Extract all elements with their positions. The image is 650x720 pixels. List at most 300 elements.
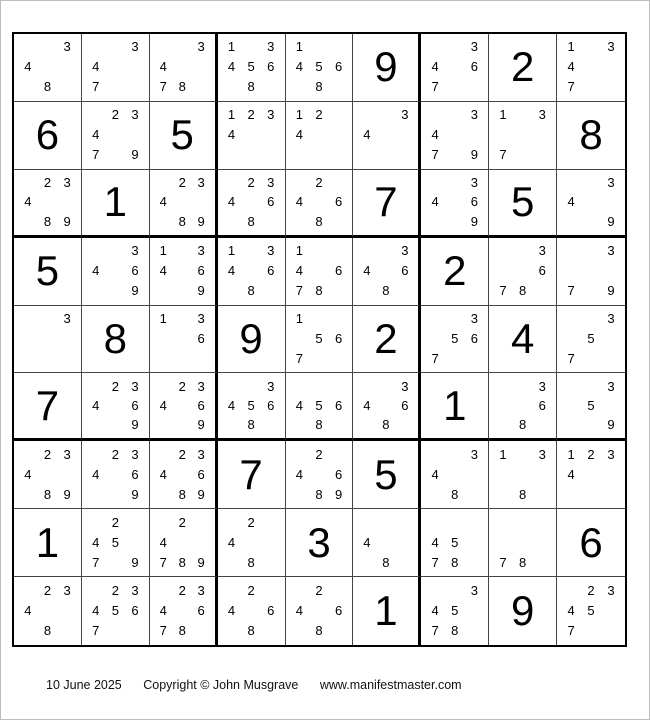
candidate-1 xyxy=(425,105,445,125)
candidate-grid xyxy=(86,37,145,97)
cell-r6c8[interactable] xyxy=(489,373,557,441)
candidate-9 xyxy=(329,348,349,368)
cell-r1c6[interactable] xyxy=(353,34,421,102)
cell-r3c8[interactable] xyxy=(489,170,557,238)
candidate-5 xyxy=(38,192,58,211)
cell-r9c6[interactable] xyxy=(353,577,421,645)
candidate-7 xyxy=(290,484,310,504)
candidate-3 xyxy=(329,444,349,464)
cell-value: 1 xyxy=(103,178,127,226)
candidate-2: 2 xyxy=(111,514,119,530)
candidate-8 xyxy=(445,145,465,165)
candidate-7: 7 xyxy=(431,147,439,163)
candidate-6: 6 xyxy=(197,466,205,482)
cell-r4c3[interactable] xyxy=(150,238,218,306)
candidate-3 xyxy=(329,376,349,395)
candidate-9 xyxy=(57,348,77,368)
candidate-1 xyxy=(561,376,581,395)
candidate-4: 4 xyxy=(92,127,100,143)
cell-r7c4[interactable] xyxy=(218,441,286,509)
candidate-7 xyxy=(290,77,310,97)
cell-r7c2[interactable] xyxy=(82,441,150,509)
candidate-3 xyxy=(329,309,349,329)
candidate-8: 8 xyxy=(382,417,390,433)
candidate-7: 7 xyxy=(499,283,507,299)
candidate-2 xyxy=(241,37,261,57)
cell-r8c8[interactable] xyxy=(489,509,557,577)
candidate-6: 6 xyxy=(401,263,409,279)
cell-r2c7[interactable] xyxy=(421,102,489,170)
candidate-7 xyxy=(222,145,242,165)
cell-r9c8[interactable] xyxy=(489,577,557,645)
cell-r4c5[interactable] xyxy=(286,238,354,306)
cell-r6c7[interactable] xyxy=(421,373,489,441)
candidate-2: 2 xyxy=(43,174,52,190)
cell-value: 8 xyxy=(579,111,603,159)
candidate-8 xyxy=(581,281,601,301)
candidate-grid xyxy=(357,105,414,165)
cell-r5c4[interactable] xyxy=(218,306,286,374)
candidate-8: 8 xyxy=(247,417,255,433)
candidate-4: 4 xyxy=(92,397,100,413)
candidate-8: 8 xyxy=(178,213,186,229)
candidate-9 xyxy=(261,77,281,97)
candidate-9 xyxy=(192,77,211,97)
cell-r5c7[interactable] xyxy=(421,306,489,374)
candidate-1 xyxy=(561,580,581,600)
candidate-8 xyxy=(241,145,261,165)
cell-r4c8[interactable] xyxy=(489,238,557,306)
candidate-8: 8 xyxy=(43,623,52,639)
candidate-4: 4 xyxy=(227,397,236,413)
candidate-9 xyxy=(261,145,281,165)
candidate-2 xyxy=(376,241,395,261)
candidate-7 xyxy=(18,211,38,230)
candidate-5 xyxy=(173,57,192,77)
candidate-7: 7 xyxy=(92,623,100,639)
candidate-2 xyxy=(241,241,261,261)
cell-r8c7[interactable] xyxy=(421,509,489,577)
cell-r8c4[interactable] xyxy=(218,509,286,577)
candidate-5: 5 xyxy=(247,59,255,75)
candidate-6 xyxy=(57,192,77,211)
cell-value: 3 xyxy=(307,518,331,566)
candidate-1: 1 xyxy=(499,446,507,462)
candidate-2 xyxy=(106,37,126,57)
cell-r9c1[interactable] xyxy=(14,577,82,645)
candidate-9 xyxy=(395,552,414,572)
candidate-3 xyxy=(395,512,414,532)
candidate-3: 3 xyxy=(197,174,205,190)
candidate-4: 4 xyxy=(295,127,303,143)
candidate-6 xyxy=(601,261,621,281)
cell-value: 2 xyxy=(374,314,398,362)
candidate-grid xyxy=(425,105,484,165)
candidate-5 xyxy=(38,329,58,349)
candidate-2 xyxy=(309,241,329,261)
candidate-6 xyxy=(261,532,281,552)
cell-r4c9[interactable] xyxy=(557,238,625,306)
cell-r1c9[interactable] xyxy=(557,34,625,102)
cell-r1c5[interactable] xyxy=(286,34,354,102)
cell-r6c3[interactable] xyxy=(150,373,218,441)
candidate-2 xyxy=(513,376,533,395)
candidate-3: 3 xyxy=(538,243,546,259)
candidate-5 xyxy=(241,125,261,145)
candidate-1 xyxy=(290,376,310,395)
cell-r6c6[interactable] xyxy=(353,373,421,441)
candidate-2 xyxy=(581,376,601,395)
cell-value: 5 xyxy=(374,450,398,498)
candidate-7: 7 xyxy=(567,79,575,95)
candidate-4: 4 xyxy=(227,534,236,550)
cell-value: 1 xyxy=(374,587,398,635)
candidate-1: 1 xyxy=(159,311,167,327)
cell-r8c1[interactable] xyxy=(14,509,82,577)
candidate-1 xyxy=(425,580,445,600)
candidate-2: 2 xyxy=(247,174,255,190)
candidate-3: 3 xyxy=(470,174,479,190)
candidate-8 xyxy=(581,621,601,641)
cell-r6c4[interactable] xyxy=(218,373,286,441)
candidate-1 xyxy=(425,444,445,464)
cell-r5c2[interactable] xyxy=(82,306,150,374)
cell-r9c7[interactable] xyxy=(421,577,489,645)
candidate-8: 8 xyxy=(382,554,390,570)
cell-r8c2[interactable] xyxy=(82,509,150,577)
cell-r5c8[interactable] xyxy=(489,306,557,374)
candidate-6 xyxy=(465,125,485,145)
cell-r6c9[interactable] xyxy=(557,373,625,441)
candidate-6 xyxy=(395,532,414,552)
candidate-4 xyxy=(561,329,581,349)
candidate-2 xyxy=(445,512,465,532)
candidate-grid xyxy=(154,309,211,369)
candidate-7: 7 xyxy=(499,554,507,570)
candidate-4 xyxy=(154,329,173,349)
cell-r5c6[interactable] xyxy=(353,306,421,374)
candidate-3 xyxy=(261,512,281,532)
candidate-9: 9 xyxy=(63,486,71,502)
candidate-7 xyxy=(222,552,242,572)
candidate-2 xyxy=(38,309,58,329)
cell-r1c7[interactable] xyxy=(421,34,489,102)
cell-r8c3[interactable] xyxy=(150,509,218,577)
candidate-8 xyxy=(581,348,601,368)
candidate-3: 3 xyxy=(607,378,615,394)
cell-r2c6[interactable] xyxy=(353,102,421,170)
candidate-9 xyxy=(261,621,281,641)
candidate-8 xyxy=(376,145,395,165)
cell-r9c5[interactable] xyxy=(286,577,354,645)
cell-r3c7[interactable] xyxy=(421,170,489,238)
cell-r9c3[interactable] xyxy=(150,577,218,645)
candidate-6 xyxy=(57,329,77,349)
candidate-9 xyxy=(261,415,281,434)
cell-r2c5[interactable] xyxy=(286,102,354,170)
candidate-6: 6 xyxy=(267,59,275,75)
cell-r1c8[interactable] xyxy=(489,34,557,102)
candidate-6 xyxy=(57,464,77,484)
candidate-1 xyxy=(86,512,106,532)
candidate-grid xyxy=(154,580,211,641)
candidate-1 xyxy=(86,376,106,395)
cell-r3c4[interactable] xyxy=(218,170,286,238)
cell-r3c5[interactable] xyxy=(286,170,354,238)
cell-r8c5[interactable] xyxy=(286,509,354,577)
candidate-7 xyxy=(154,484,173,504)
cell-r5c3[interactable] xyxy=(150,306,218,374)
candidate-3: 3 xyxy=(197,446,205,462)
candidate-7 xyxy=(86,281,106,301)
cell-r1c2[interactable] xyxy=(82,34,150,102)
candidate-5 xyxy=(376,396,395,415)
candidate-5 xyxy=(581,57,601,77)
candidate-7 xyxy=(222,415,242,434)
cell-r9c2[interactable] xyxy=(82,577,150,645)
candidate-5 xyxy=(38,57,58,77)
candidate-9: 9 xyxy=(63,213,71,229)
cell-r2c2[interactable] xyxy=(82,102,150,170)
candidate-6: 6 xyxy=(470,59,479,75)
cell-r4c6[interactable] xyxy=(353,238,421,306)
candidate-7 xyxy=(357,281,376,301)
candidate-9 xyxy=(192,348,211,368)
cell-r3c1[interactable] xyxy=(14,170,82,238)
candidate-2 xyxy=(581,309,601,329)
candidate-grid xyxy=(493,444,552,504)
cell-value: 6 xyxy=(579,518,603,566)
candidate-7 xyxy=(357,415,376,434)
cell-r5c5[interactable] xyxy=(286,306,354,374)
candidate-grid xyxy=(425,444,484,504)
candidate-8: 8 xyxy=(519,417,527,433)
cell-r1c1[interactable] xyxy=(14,34,82,102)
candidate-4: 4 xyxy=(24,466,32,482)
cell-r3c3[interactable] xyxy=(150,170,218,238)
cell-r2c4[interactable] xyxy=(218,102,286,170)
candidate-2 xyxy=(445,580,465,600)
candidate-6: 6 xyxy=(267,194,275,210)
candidate-1 xyxy=(561,241,581,261)
cell-r7c7[interactable] xyxy=(421,441,489,509)
candidate-6: 6 xyxy=(197,263,205,279)
candidate-4: 4 xyxy=(295,603,303,619)
cell-r4c2[interactable] xyxy=(82,238,150,306)
candidate-grid xyxy=(222,376,281,434)
candidate-5 xyxy=(241,532,261,552)
cell-r2c1[interactable] xyxy=(14,102,82,170)
cell-r3c9[interactable] xyxy=(557,170,625,238)
candidate-8: 8 xyxy=(247,283,255,299)
candidate-7 xyxy=(561,415,581,434)
candidate-3: 3 xyxy=(538,107,546,123)
candidate-7 xyxy=(425,484,445,504)
cell-r7c1[interactable] xyxy=(14,441,82,509)
candidate-7: 7 xyxy=(295,350,303,366)
candidate-4: 4 xyxy=(431,194,439,210)
cell-r7c6[interactable] xyxy=(353,441,421,509)
candidate-9 xyxy=(261,281,281,301)
candidate-9 xyxy=(329,77,349,97)
cell-r7c8[interactable] xyxy=(489,441,557,509)
cell-r9c9[interactable] xyxy=(557,577,625,645)
candidate-2 xyxy=(173,309,192,329)
candidate-6: 6 xyxy=(131,263,139,279)
candidate-7: 7 xyxy=(431,623,439,639)
cell-r9c4[interactable] xyxy=(218,577,286,645)
candidate-7 xyxy=(18,621,38,641)
candidate-grid xyxy=(18,444,77,504)
candidate-9 xyxy=(465,77,485,97)
candidate-3: 3 xyxy=(470,311,479,327)
candidate-6: 6 xyxy=(335,466,343,482)
candidate-9 xyxy=(57,77,77,97)
cell-r2c8[interactable] xyxy=(489,102,557,170)
cell-r8c9[interactable] xyxy=(557,509,625,577)
candidate-1 xyxy=(493,376,513,395)
candidate-grid xyxy=(154,444,211,504)
candidate-grid xyxy=(18,309,77,369)
candidate-9 xyxy=(532,484,552,504)
candidate-4: 4 xyxy=(567,603,575,619)
candidate-grid xyxy=(222,512,281,572)
candidate-5 xyxy=(445,125,465,145)
candidate-3 xyxy=(532,512,552,532)
candidate-5 xyxy=(106,464,126,484)
cell-r2c3[interactable] xyxy=(150,102,218,170)
footer-website: www.manifestmaster.com xyxy=(319,678,462,692)
candidate-9 xyxy=(465,621,485,641)
candidate-6 xyxy=(192,532,211,552)
candidate-grid xyxy=(561,376,621,434)
cell-r7c3[interactable] xyxy=(150,441,218,509)
cell-r1c4[interactable] xyxy=(218,34,286,102)
cell-r7c9[interactable] xyxy=(557,441,625,509)
cell-r6c2[interactable] xyxy=(82,373,150,441)
candidate-9 xyxy=(465,484,485,504)
cell-r4c1[interactable] xyxy=(14,238,82,306)
candidate-grid xyxy=(425,37,484,97)
candidate-1: 1 xyxy=(227,107,236,123)
candidate-8 xyxy=(106,145,126,165)
candidate-7 xyxy=(290,211,310,230)
candidate-grid xyxy=(493,105,552,165)
candidate-1 xyxy=(425,37,445,57)
candidate-1 xyxy=(86,580,106,600)
candidate-8: 8 xyxy=(519,283,527,299)
candidate-7 xyxy=(222,281,242,301)
cell-r4c7[interactable] xyxy=(421,238,489,306)
candidate-8 xyxy=(581,484,601,504)
candidate-1 xyxy=(357,376,376,395)
cell-r6c5[interactable] xyxy=(286,373,354,441)
candidate-2 xyxy=(445,173,465,192)
candidate-3: 3 xyxy=(197,582,205,598)
candidate-5 xyxy=(581,261,601,281)
candidate-8 xyxy=(309,145,329,165)
candidate-8: 8 xyxy=(247,213,255,229)
candidate-3 xyxy=(125,512,145,532)
candidate-1 xyxy=(154,173,173,192)
candidate-3: 3 xyxy=(607,446,615,462)
candidate-grid xyxy=(290,444,349,504)
candidate-5 xyxy=(38,600,58,620)
candidate-5: 5 xyxy=(451,534,459,550)
candidate-5 xyxy=(376,532,395,552)
candidate-8: 8 xyxy=(451,554,459,570)
candidate-8: 8 xyxy=(519,486,527,502)
candidate-6: 6 xyxy=(335,603,343,619)
candidate-2: 2 xyxy=(315,446,323,462)
cell-r1c3[interactable] xyxy=(150,34,218,102)
candidate-1 xyxy=(154,580,173,600)
candidate-8: 8 xyxy=(382,283,390,299)
candidate-7 xyxy=(357,552,376,572)
candidate-1 xyxy=(86,37,106,57)
candidate-3 xyxy=(465,512,485,532)
candidate-7: 7 xyxy=(567,623,575,639)
cell-r3c6[interactable] xyxy=(353,170,421,238)
cell-value: 1 xyxy=(35,518,60,566)
candidate-1 xyxy=(290,173,310,192)
candidate-2 xyxy=(513,512,533,532)
candidate-8: 8 xyxy=(178,554,186,570)
candidate-5: 5 xyxy=(111,534,119,550)
candidate-7 xyxy=(290,415,310,434)
candidate-3: 3 xyxy=(197,311,205,327)
candidate-grid xyxy=(357,241,414,301)
cell-r4c4[interactable] xyxy=(218,238,286,306)
candidate-5: 5 xyxy=(111,603,119,619)
cell-r6c1[interactable] xyxy=(14,373,82,441)
candidate-4: 4 xyxy=(431,534,439,550)
candidate-grid xyxy=(86,105,145,165)
candidate-9 xyxy=(125,621,145,641)
candidate-1 xyxy=(18,580,38,600)
candidate-grid xyxy=(222,580,281,641)
candidate-3: 3 xyxy=(197,378,205,394)
candidate-9: 9 xyxy=(197,486,205,502)
candidate-9 xyxy=(329,621,349,641)
cell-r2c9[interactable] xyxy=(557,102,625,170)
candidate-6: 6 xyxy=(131,466,139,482)
candidate-5: 5 xyxy=(451,603,459,619)
cell-r5c1[interactable] xyxy=(14,306,82,374)
candidate-2: 2 xyxy=(247,582,255,598)
cell-r8c6[interactable] xyxy=(353,509,421,577)
candidate-grid xyxy=(493,241,552,301)
candidate-5 xyxy=(376,261,395,281)
candidate-4 xyxy=(493,532,513,552)
cell-r7c5[interactable] xyxy=(286,441,354,509)
candidate-1: 1 xyxy=(499,107,507,123)
candidate-8 xyxy=(581,415,601,434)
cell-r5c9[interactable] xyxy=(557,306,625,374)
candidate-6 xyxy=(532,464,552,484)
candidate-8: 8 xyxy=(451,623,459,639)
candidate-grid xyxy=(290,173,349,231)
candidate-grid xyxy=(86,512,145,572)
cell-r3c2[interactable] xyxy=(82,170,150,238)
candidate-5 xyxy=(241,192,261,211)
sudoku-grid xyxy=(12,32,627,647)
cell-value: 1 xyxy=(443,381,467,429)
candidate-7: 7 xyxy=(431,79,439,95)
candidate-6: 6 xyxy=(197,330,205,346)
candidate-3: 3 xyxy=(63,39,71,55)
candidate-5: 5 xyxy=(315,59,323,75)
